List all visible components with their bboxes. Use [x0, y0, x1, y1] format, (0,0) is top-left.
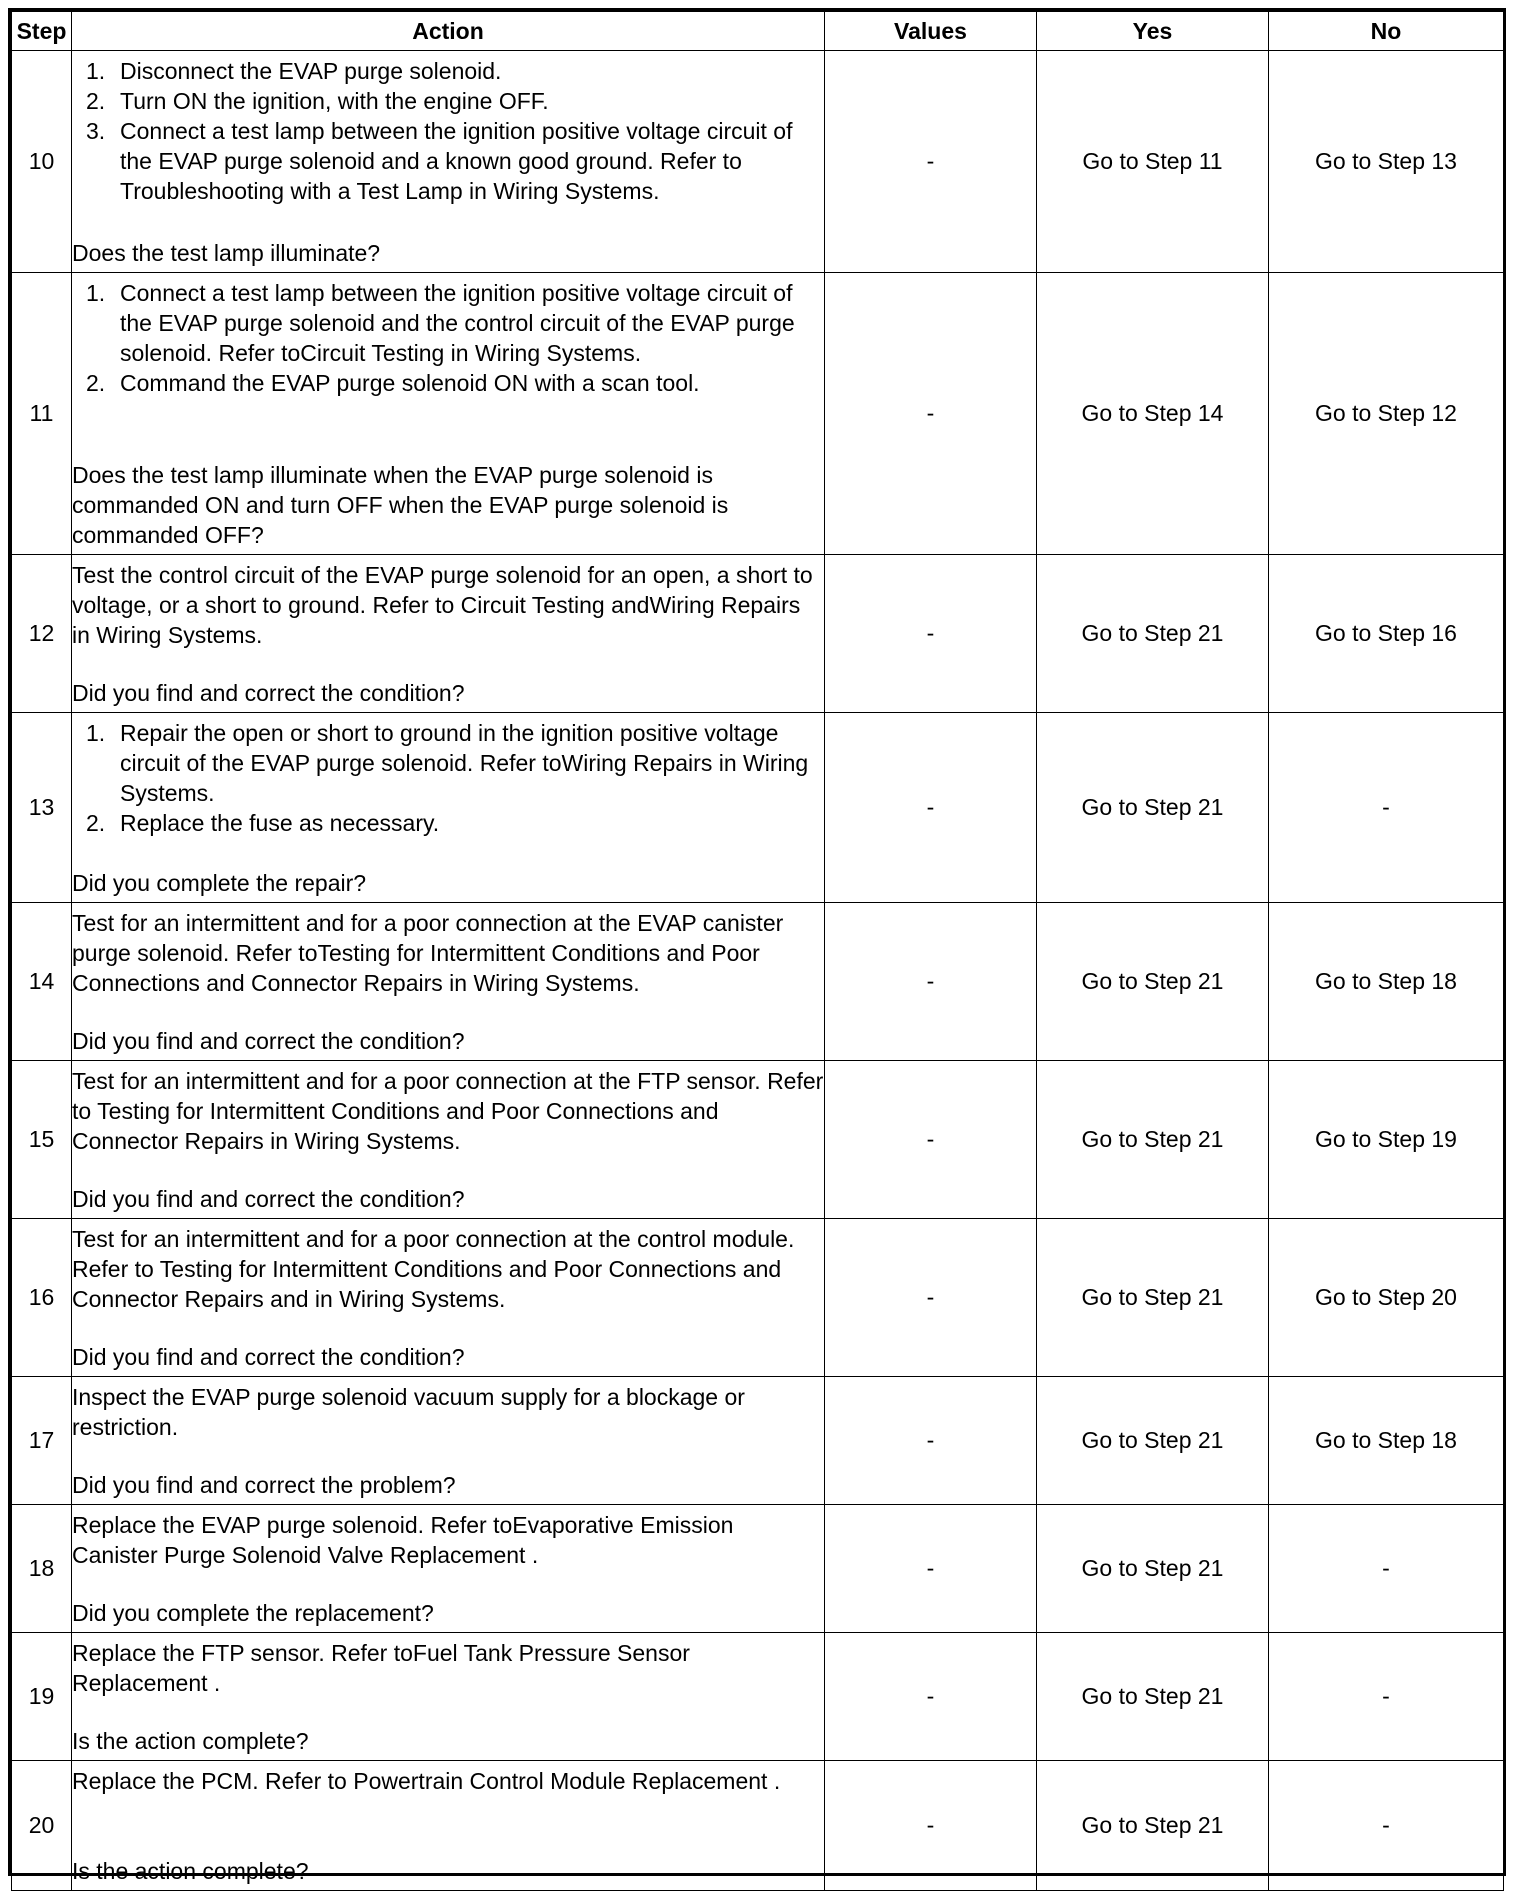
action-content — [72, 56, 824, 268]
action-question: Did you find and correct the condition? — [72, 1185, 465, 1212]
header-step: Step — [12, 12, 72, 51]
action-content — [72, 908, 824, 1056]
step-number: 11 — [12, 273, 72, 555]
action-step-list — [72, 278, 824, 398]
yes-cell: Go to Step 14 — [1037, 273, 1269, 555]
no-cell: Go to Step 20 — [1269, 1219, 1504, 1377]
step-number: 10 — [12, 51, 72, 273]
action-content — [72, 1382, 824, 1500]
action-cell — [72, 713, 825, 903]
action-instruction: Test for an intermittent and for a poor connection at the control module. Refer to Testing for Intermittent Conditions and Poor Connections and Connector Repairs and in Wiring Systems. — [72, 1225, 795, 1312]
action-step-item: Repair the open or short to ground in the ignition positive voltage circuit of the EVAP purge solenoid. Refer toWiring Repairs in Wiring Systems. — [120, 719, 809, 806]
action-question: Did you complete the replacement? — [72, 1599, 434, 1626]
action-question: Did you find and correct the condition? — [72, 1343, 465, 1370]
action-cell — [72, 273, 825, 555]
action-instruction: Test for an intermittent and for a poor connection at the FTP sensor. Refer to Testing for Intermittent Conditions and Poor Connections and Connector Repairs in Wiring Systems. — [72, 1067, 824, 1154]
values-cell: - — [825, 903, 1037, 1061]
action-instruction: Replace the PCM. Refer to Powertrain Control Module Replacement . — [72, 1767, 781, 1794]
action-question: Did you find and correct the problem? — [72, 1471, 456, 1498]
action-cell — [72, 51, 825, 273]
action-step-item: Command the EVAP purge solenoid ON with a scan tool. — [120, 369, 700, 396]
table-row — [12, 1219, 1504, 1377]
values-cell: - — [825, 1633, 1037, 1761]
action-content — [72, 1766, 824, 1886]
table-row — [12, 1633, 1504, 1761]
action-step-item: Disconnect the EVAP purge solenoid. — [120, 57, 502, 84]
action-step-list — [72, 718, 824, 838]
table-row — [12, 1377, 1504, 1505]
no-cell: - — [1269, 1505, 1504, 1633]
action-content — [72, 1638, 824, 1756]
step-number: 13 — [12, 713, 72, 903]
action-instruction: Replace the EVAP purge solenoid. Refer toEvaporative Emission Canister Purge Solenoid Valve Replacement . — [72, 1511, 734, 1568]
action-content — [72, 1066, 824, 1214]
action-question: Does the test lamp illuminate? — [72, 239, 381, 266]
action-content — [72, 560, 824, 708]
table-row — [12, 903, 1504, 1061]
step-number: 18 — [12, 1505, 72, 1633]
action-step-list — [72, 56, 824, 206]
action-cell — [72, 1505, 825, 1633]
values-cell: - — [825, 1377, 1037, 1505]
step-number: 17 — [12, 1377, 72, 1505]
action-question: Did you complete the repair? — [72, 869, 367, 896]
no-cell: - — [1269, 713, 1504, 903]
header-yes: Yes — [1037, 12, 1269, 51]
values-cell: - — [825, 1061, 1037, 1219]
no-cell: - — [1269, 1761, 1504, 1891]
step-number: 12 — [12, 555, 72, 713]
no-cell: Go to Step 19 — [1269, 1061, 1504, 1219]
values-cell: - — [825, 273, 1037, 555]
step-number: 15 — [12, 1061, 72, 1219]
action-instruction: Test for an intermittent and for a poor connection at the EVAP canister purge solenoid. Refer toTesting for Intermittent Conditions and Poor Connections and Connector Repairs in Wiring Systems. — [72, 909, 784, 996]
action-step-item: Replace the fuse as necessary. — [120, 809, 440, 836]
action-question: Did you find and correct the condition? — [72, 1027, 465, 1054]
no-cell: Go to Step 18 — [1269, 1377, 1504, 1505]
header-no: No — [1269, 12, 1504, 51]
table-row — [12, 273, 1504, 555]
values-cell: - — [825, 1505, 1037, 1633]
action-content — [72, 1224, 824, 1372]
yes-cell: Go to Step 21 — [1037, 1505, 1269, 1633]
action-instruction: Replace the FTP sensor. Refer toFuel Tank Pressure Sensor Replacement . — [72, 1639, 690, 1696]
header-row — [12, 12, 1504, 51]
yes-cell: Go to Step 21 — [1037, 713, 1269, 903]
yes-cell: Go to Step 21 — [1037, 1061, 1269, 1219]
action-question: Did you find and correct the condition? — [72, 679, 465, 706]
yes-cell: Go to Step 21 — [1037, 1761, 1269, 1891]
diagnostic-table-frame — [8, 8, 1506, 1884]
header-values: Values — [825, 12, 1037, 51]
values-cell: - — [825, 51, 1037, 273]
no-cell: Go to Step 16 — [1269, 555, 1504, 713]
yes-cell: Go to Step 21 — [1037, 555, 1269, 713]
table-row — [12, 1061, 1504, 1219]
action-cell — [72, 1061, 825, 1219]
values-cell: - — [825, 713, 1037, 903]
yes-cell: Go to Step 21 — [1037, 1219, 1269, 1377]
action-cell — [72, 1219, 825, 1377]
action-content — [72, 718, 824, 898]
yes-cell: Go to Step 21 — [1037, 1633, 1269, 1761]
no-cell: - — [1269, 1633, 1504, 1761]
table-row — [12, 1761, 1504, 1891]
step-number: 14 — [12, 903, 72, 1061]
action-question: Is the action complete? — [72, 1727, 309, 1754]
step-number: 19 — [12, 1633, 72, 1761]
action-cell — [72, 555, 825, 713]
yes-cell: Go to Step 11 — [1037, 51, 1269, 273]
action-cell — [72, 1377, 825, 1505]
table-row — [12, 555, 1504, 713]
action-cell — [72, 903, 825, 1061]
action-step-item: Connect a test lamp between the ignition positive voltage circuit of the EVAP purge solenoid and a known good ground. Refer to Troubleshooting with a Test Lamp in Wiring Systems. — [120, 117, 793, 204]
no-cell: Go to Step 18 — [1269, 903, 1504, 1061]
step-number: 20 — [12, 1761, 72, 1891]
values-cell: - — [825, 1219, 1037, 1377]
action-question: Is the action complete? — [72, 1857, 309, 1884]
action-cell — [72, 1633, 825, 1761]
yes-cell: Go to Step 21 — [1037, 903, 1269, 1061]
yes-cell: Go to Step 21 — [1037, 1377, 1269, 1505]
no-cell: Go to Step 12 — [1269, 273, 1504, 555]
values-cell: - — [825, 555, 1037, 713]
table-body — [12, 51, 1504, 1891]
action-instruction: Test the control circuit of the EVAP purge solenoid for an open, a short to voltage, or a short to ground. Refer to Circuit Testing andWiring Repairs in Wiring Systems. — [72, 561, 813, 648]
no-cell: Go to Step 13 — [1269, 51, 1504, 273]
table-row — [12, 51, 1504, 273]
action-instruction: Inspect the EVAP purge solenoid vacuum supply for a blockage or restriction. — [72, 1383, 745, 1440]
table-row — [12, 1505, 1504, 1633]
action-content — [72, 278, 824, 550]
step-number: 16 — [12, 1219, 72, 1377]
action-question: Does the test lamp illuminate when the EVAP purge solenoid is commanded ON and turn OFF when the EVAP purge solenoid is commanded OFF? — [72, 461, 729, 548]
action-step-item: Connect a test lamp between the ignition positive voltage circuit of the EVAP purge solenoid and the control circuit of the EVAP purge solenoid. Refer toCircuit Testing in Wiring Systems. — [120, 279, 795, 366]
table-row — [12, 713, 1504, 903]
diagnostic-table — [11, 11, 1504, 1891]
action-content — [72, 1510, 824, 1628]
header-action: Action — [72, 12, 825, 51]
values-cell: - — [825, 1761, 1037, 1891]
action-cell — [72, 1761, 825, 1891]
action-step-item: Turn ON the ignition, with the engine OFF. — [120, 87, 549, 114]
